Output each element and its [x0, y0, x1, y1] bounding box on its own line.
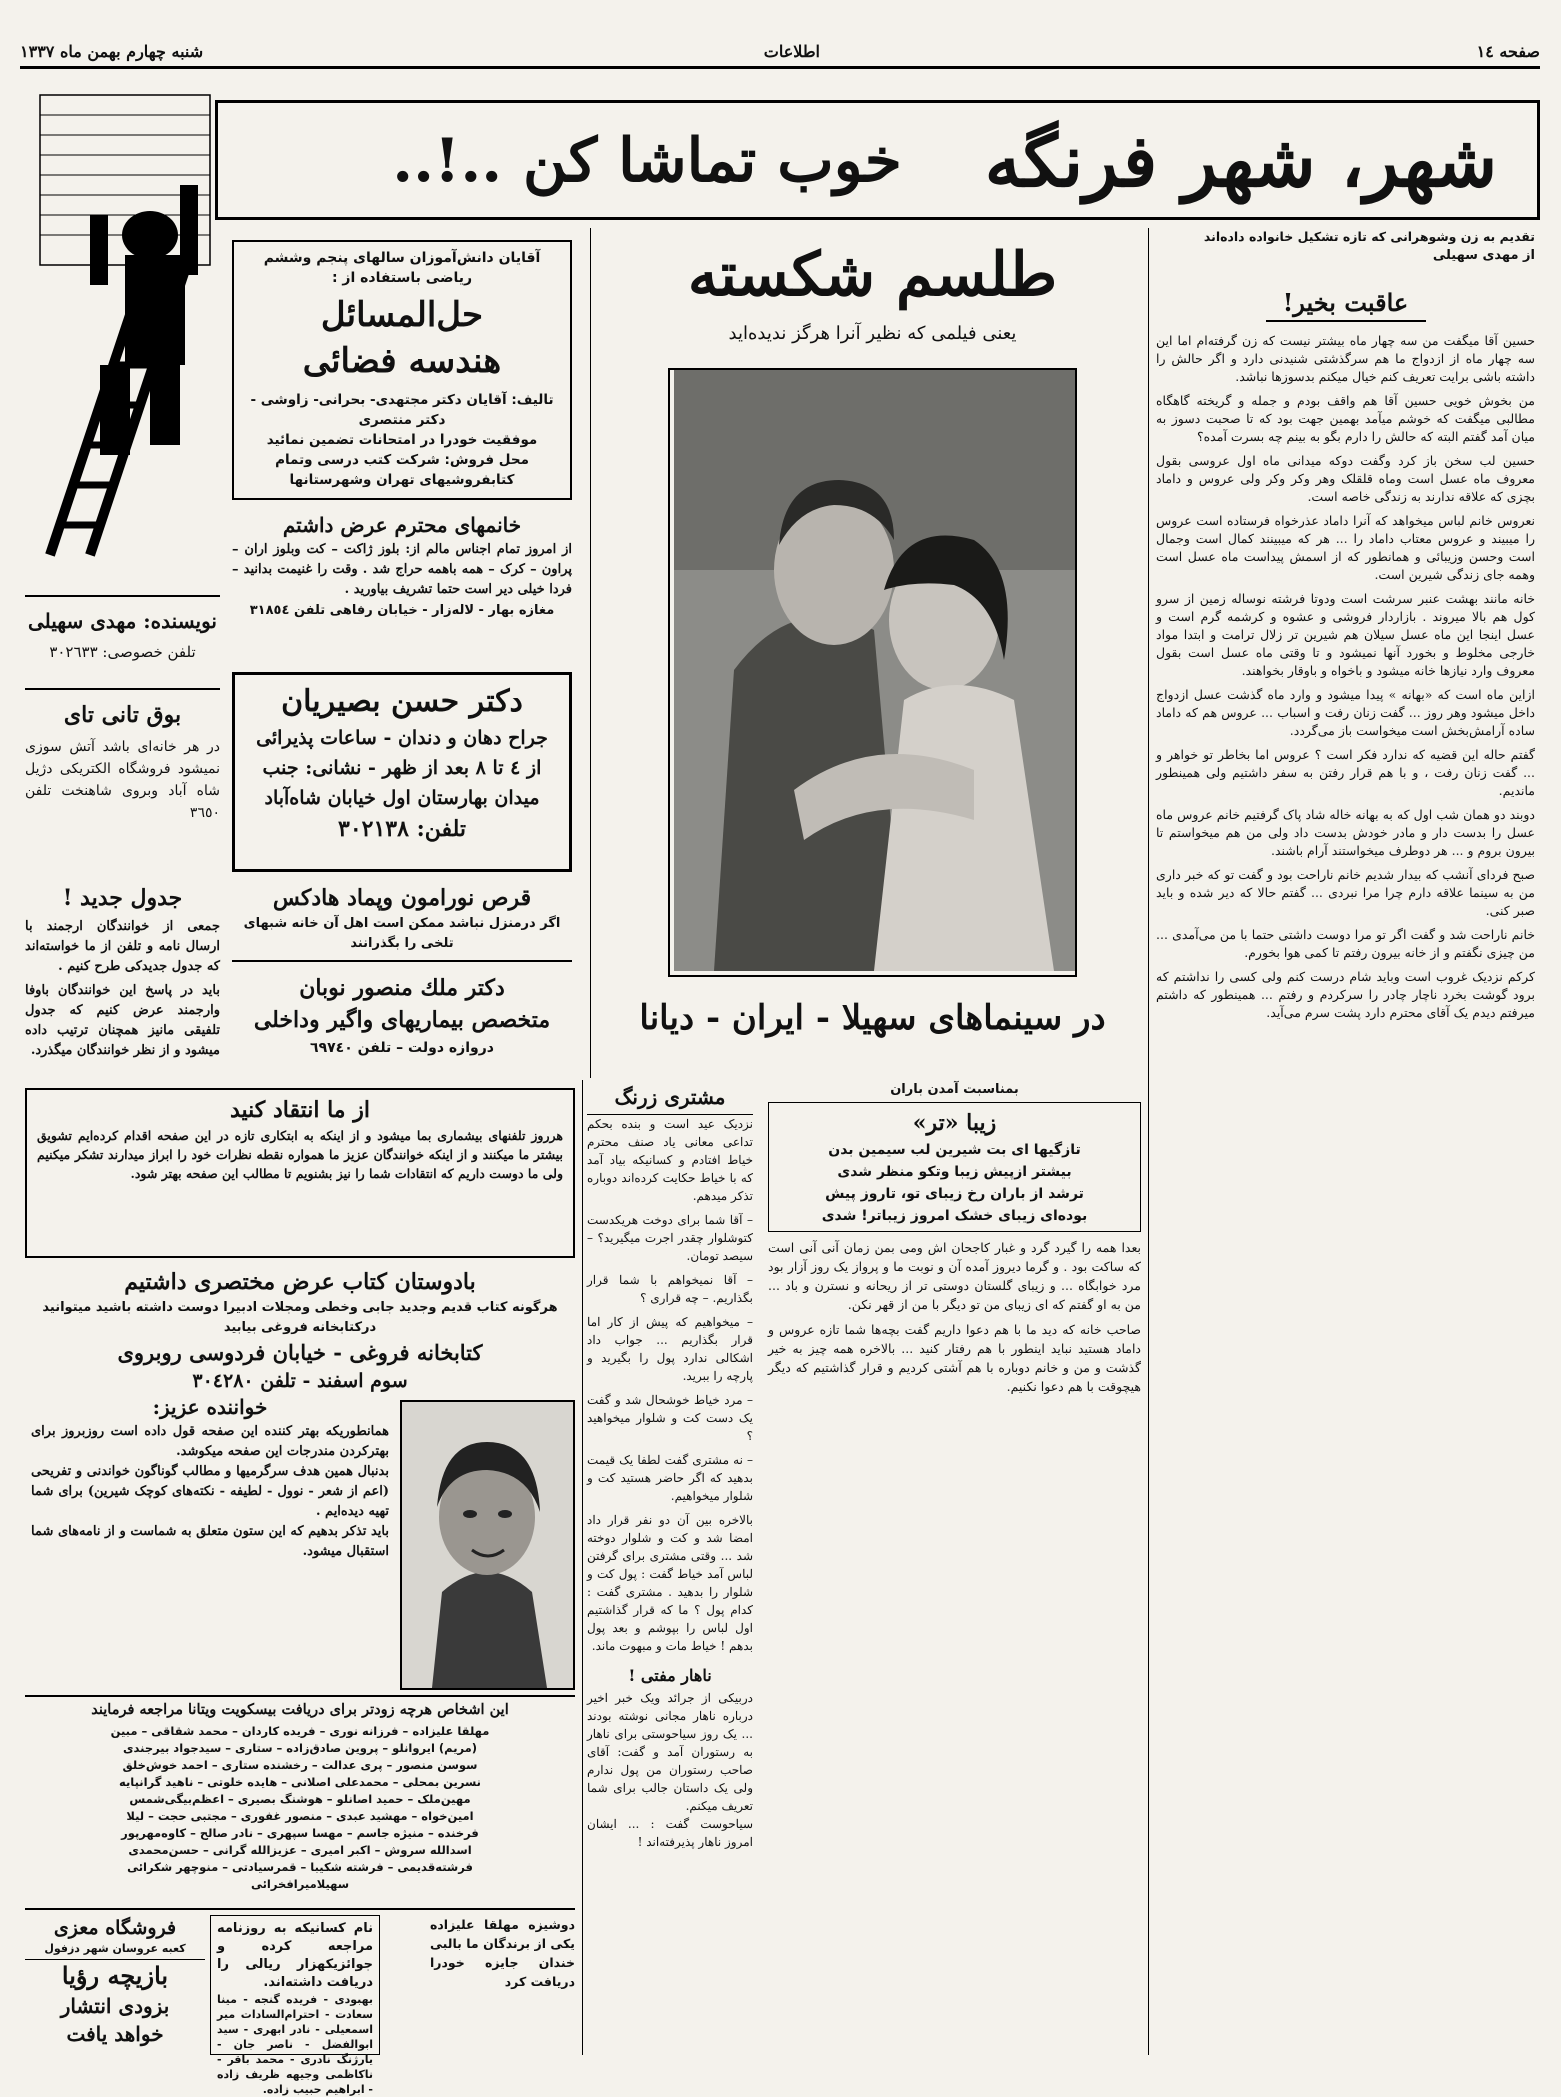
dentist-ad	[232, 672, 572, 872]
bookshop-line-1: بادوستان کتاب عرض مختصری داشتیم	[124, 1269, 476, 1295]
winner-row: (مریم) ایروانلو – پروین صادق‌زاده – ستاری – سیدجواد بیرجندی	[122, 1741, 478, 1755]
zibatar-title: زیبا «تر»	[912, 1110, 997, 1136]
paper-name: اطلاعات	[763, 42, 820, 61]
winners-box	[25, 1695, 575, 1910]
names-list-title: نام کسانیکه به روزنامه مراجعه کرده و جوائزیکهزار ریالی را دریافت داشته‌اند.	[217, 1921, 373, 1990]
masthead-banner	[215, 100, 1540, 220]
banner-slogan: خوب تماشا کن ..!..	[392, 126, 902, 196]
column-rule-2	[590, 228, 591, 1078]
pills-title: قرص نورامون وپماد هادکس	[272, 885, 532, 911]
paragraph: نزدیک عید است و بنده بحکم تداعی معانی یاد صنف محترم خیاط افتادم و کسانیکه بیاد آمد که با خیاط حکایت کرده‌اند دوباره تذکر میدهم.	[587, 1117, 753, 1203]
paragraph: حسین آقا میگفت من سه چهار ماه بیشتر نیست که زن گرفته‌ام اما این سه چهار ماه از ازدواج ما هم سرگذشتی شنیدنی دارد و اگر حالش را داشته باشی برایت تعریف کنم خیال میکنم بدسوزها نباشد.	[1156, 333, 1535, 384]
paragraph: خانه مانند بهشت عنبر سرشت است ودوتا فرشته نوساله زمین از سرو کول هم بالا میروند . بازاردار فروشی و عشوه و کرشمه گرم است و عسل اینجا این ماه عسل سیلان هم شیرین تر زلال ترامت و ابتدا مواد خارجی مخلوط و بخورد آنها نمیشود و تا وقتی ماه عسل است بقول معروف وارد نیازها خانه میشود و باخواه و باوقار بخواهند.	[1156, 591, 1535, 678]
winner-row: سهیلامیرافخرائی	[250, 1877, 350, 1891]
bookshop-line-2: هرگونه کتاب قدیم وجدید جابی وخطی ومجلات ادبیرا دوست داشته باشید میتوانید درکتابخانه فروغی بیابید	[42, 1300, 558, 1335]
hallol-authors: تالیف: آقایان دکتر مجتهدی- بحرانی- زاوشی - دکتر منتصری	[250, 392, 554, 428]
winners-title: این اشخاص هرچه زودتر برای دریافت بیسکویت ویتانا مراجعه فرمایند	[91, 1701, 509, 1718]
aqebat-paragraphs-2	[1156, 746, 1535, 962]
enteqad-box	[25, 1088, 575, 1258]
nahar-text: دربیکی از جرائد ویک خبر اخیر درباره ناهار مجانی نوشته بودند ... یک روز سیاحوستی برای ناهار به رستوران آمد و گفت: آقای صاحب رستوران من پول ندارم ولی یک داستان جالب برای شما تعریف میکنم.	[587, 1691, 753, 1813]
winner-row: اسدالله سروش – اکبر امیری – عزیزالله گرانی – حسن‌محمدی	[128, 1843, 472, 1857]
dentist-phone: تلفن: ٣٠٢١٣٨	[338, 816, 466, 842]
bookshop-line-3: کتابخانه فروغی - خیابان فردوسی روبروی	[117, 1340, 483, 1365]
winner-row: سوسن منصور – پری عدالت – رخشنده ستاری – احمد خوش‌خلق	[122, 1758, 478, 1772]
khanoumha-ad	[232, 510, 572, 665]
girl-caption-text: دوشیزه مهلقا علیزاده یکی از برندگان ما بالبی خندان جایزه خودرا دریافت کرد	[430, 1917, 575, 1989]
pills-ad	[232, 882, 572, 962]
byline-box	[25, 595, 220, 690]
dentist-hours: از ٤ تا ٨ بعد از ظهر - نشانی: جنب	[262, 757, 542, 779]
bazicheh-title-3: خواهد یافت	[66, 2022, 164, 2046]
tantai-title: بوق تانی تای	[63, 702, 182, 728]
zibatar-body: بعدا همه را گیرد گرد و غبار کاجحان اش ومی بمن زمان آنی آنی است که ساکت بود . و گرما دیروز آمده آن و نوبت ما و پرواز یک روز آزار بود مرد خوابگاه ... و زیبای گلستان دوستی تر از ریحانه و نسترن و باد ... من به او گفتم که ای زیبای من تو دیگر با من از قهر نکن.	[768, 1240, 1141, 1312]
winner-row: فرشته‌قدیمی – فرشته شکیبا – قمرسیادتی – منوچهر شکرائی	[127, 1860, 473, 1874]
bazicheh-ad	[25, 1960, 205, 2055]
hallol-title-1: حل‌المسائل	[320, 295, 484, 335]
jadval-text: جمعی از خوانندگان ارجمند با ارسال نامه و تلفن از ما خواسته‌اند که جدول جدیدکی طرح کنیم .	[25, 919, 220, 974]
khanoumha-text: از امروز تمام اجناس مالم از: بلوز ژاکت – کت وبلوز اران – پراون – کرک – همه باهمه حراج شد . وقت را غنیمت بدانید – فردا خیلی دیر است حتما تشریف بیاورید .	[232, 542, 572, 597]
moshtari-title: مشتری زرنگ	[587, 1080, 753, 1115]
paragraph: خانم ناراحت شد و گفت اگر تو مرا دوست داشتی حتما با من می‌آمدی ... من چیزی نگفتم و از خانه بیرون رفتم تا کمی هوا بخورم.	[1156, 927, 1535, 960]
byline-author: نویسنده: مهدی سهیلی	[27, 609, 217, 633]
paragraph: – آقا شما برای دوخت هریکدست کتوشلوار چقدر اجرت میگیرید؟ – سیصد تومان.	[587, 1213, 753, 1263]
paragraph: صبح فردای آنشب که بیدار شدیم خانم ناراحت بود و گفت تو که خبر داری من به سینما علاقه دارم چرا مرا نبردی ... گفتم حالا که دیر شده و باید صبر کنی.	[1156, 867, 1535, 918]
column-rule-1	[1148, 228, 1149, 2055]
reader-text-2: بدنبال همین هدف سرگرمیها و مطالب گوناگون خواندنی و تفریحی (اعم از شعر - نوول - لطیفه - نکته‌های کوچک شیرین) برای شما تهیه دیده‌ایم .	[31, 1464, 389, 1519]
zibatar-poem-box	[768, 1102, 1141, 1232]
dentist-address: میدان بهارستان اول خیابان شاه‌آباد	[264, 787, 540, 809]
doctor2-specialty: متخصص بیماریهای واگیر وداخلی	[253, 1007, 551, 1033]
aqebat-paragraphs	[1156, 332, 1535, 740]
paragraph: حسین لب سخن باز کرد وگفت دوکه میدانی ماه اول عروسی بقول معروف ماه عسل است وماه قلقلک وهر وکر وکر ولی عروس و داماد بچزی که علاقه ندارند به زندگی خاصه است.	[1156, 453, 1535, 504]
film-subtitle: یعنی فیلمی که نظیر آنرا هرگز ندیده‌اید	[728, 323, 1017, 344]
aqebat-from: از مهدی سهیلی	[1432, 248, 1535, 263]
banner-logo: شهر، شهر فرنگه	[984, 118, 1498, 203]
doctor2-address: دروازه دولت – تلفن ٦٩٧٤٠	[310, 1040, 494, 1056]
khanoumha-title: خانمهای محترم عرض داشتم	[282, 513, 522, 537]
reader-notice	[25, 1392, 395, 1687]
enteqad-title: از ما انتقاد کنید	[229, 1097, 370, 1123]
hallol-audience: آقایان دانش‌آموزان سالهای پنجم وششم ریاضی باستفاده از :	[263, 250, 541, 286]
pills-text: اگر درمنزل نباشد ممکن است اهل آن خانه شبهای تلخی را بگذرانند	[243, 916, 561, 951]
film-title: طلسم شکسته	[687, 240, 1058, 310]
dentist-title: جراح دهان و دندان - ساعات پذیرائی	[256, 727, 548, 749]
winner-row: مهلقا علیزاده – فرزانه نوری – فریده کاردان – محمد شقاقی – مبین	[110, 1724, 490, 1738]
aqebat-title: عاقبت بخیر!	[1282, 288, 1409, 317]
hallol-ad	[232, 240, 572, 500]
winner-row: نسرین بمحلی – محمدعلی اصلانی – هایده خلوتی – ناهید گرانپایه	[119, 1775, 481, 1789]
page-number: صفحه ١٤	[1476, 42, 1540, 61]
aqebat-title-box	[1266, 286, 1426, 322]
aqebat-continued: صاحب خانه که دید ما با هم دعوا داریم گفت بچه‌ها شما تازه عروس و داماد هستید نباید اینطور با هم رفتار کنید ... بالاخره همه چیز به خیر گذشت و من و خانم دوباره با هم آشتی کردیم و قرار گذاشتیم که دیگر هیچوقت با هم دعوا نکنیم.	[768, 1322, 1141, 1394]
reader-text: همانطوریکه بهتر کننده این صفحه قول داده است روزبروز برای بهترکردن مندرجات این صفحه میکوشد.	[31, 1424, 389, 1459]
names-list-text: بهبودی - فریده گنجه - مینا سعادت - احترام‌السادات میر اسمعیلی - نادر ابهری - سید ابوالفضل - ناصر جان - یارژنگ نادری - محمد باقر - ناکاظمی وجیهه ظریف زاده - ابراهیم حبیب زاده.	[217, 1993, 373, 2096]
paragraph: دوبند دو همان شب اول که به بهانه خاله شاد پاک گرفتیم خانم عروس ماه عسل را بدست دار و مادر خودش بدست داد ولی من هم میخواستم تا بیرون بروم و ... هر دوطرف میخواستند آرام باشند.	[1156, 807, 1535, 858]
paragraph: ازاین ماه است که «بهانه » پیدا میشود و وارد ماه گذشت عسل ازدواج داخل میشود وهر روز ... گفت زنان رفت و اسباب ... عروس هم که داماد ساده آرامش‌بخش است میخواست باز می‌گردد.	[1156, 687, 1535, 738]
girl-photo	[400, 1400, 575, 1690]
enteqad-text: هرروز تلفنهای بیشماری بما میشود و از اینکه به ابتکاری تازه در این صفحه اقدام کرده‌ایم تشویق بیشتر ما میکنند و از اینکه خوانندگان عزیز ما همواره نقطه نظرات خود را ابراز میدارند تشکر میکنیم ولی ما دوست داریم که انتقادات شما را نیز بشنویم تا مطالب این صفحه بهتر شود.	[37, 1128, 563, 1181]
page-header	[20, 42, 1540, 66]
jadval-text-2: باید در پاسخ این خوانندگان باوفا وارجمند عرض کنیم که جدول تلفیقی مانیز همچنان ترتیب داده میشود و از نظر خوانندگان میگذرد.	[25, 983, 220, 1058]
hallol-title-2: هندسه فضائی	[302, 341, 502, 381]
zibatar-column	[762, 1080, 1147, 2055]
reader-text-3: باید تذکر بدهیم که این ستون متعلق به شماست و از نامه‌های شما استقبال میشود.	[31, 1524, 389, 1559]
film-still	[668, 368, 1077, 977]
winners-list	[25, 1723, 575, 1893]
dentist-name: دکتر حسن بصیریان	[281, 684, 523, 719]
zibatar-verse-4: بوده‌ای زیبای خشک امروز زیباتر! شدی	[821, 1208, 1088, 1224]
jadval-notice	[25, 885, 220, 1090]
film-ad	[595, 230, 1150, 1075]
bazicheh-title-1: بازیچه رؤیا	[61, 1961, 169, 1990]
store-name: فروشگاه معزی	[53, 1917, 177, 1939]
zibatar-verse-2: بیشتر ازپیش زیبا وتکو منظر شدی	[837, 1164, 1072, 1180]
byline-phone: تلفن خصوصی: ٣٠٢٦٣٣	[49, 643, 196, 661]
header-rule	[20, 66, 1540, 69]
moshtari-more: بالاخره بین آن دو نفر قرار داد امضا شد و کت و شلوار دوخته شد ... وقتی مشتری برای گرفتن لباس آمد خیاط گفت : پول کت و شلوار را بدهید . مشتری گفت : کدام پول ؟ ما که قرار گذاشتیم اول لباس را بپوشم و بعد پول بدهم ! خیاط مات و مبهوت ماند.	[587, 1513, 753, 1653]
paragraph: نعروس خانم لباس میخواهد که آنرا داماد عذرخواه فرستاده است عروس را میبیند و عروس معتاب داماد را ... هر که میبینند کمال است وجمال است وحسن وزیبائی و همانطور که از اسمش پیداست ماه عسل است وهمه جای زندگی شیرین است.	[1156, 513, 1535, 582]
zibatar-occasion: بمناسبت آمدن باران	[890, 1082, 1019, 1097]
winner-row: امین‌خواه – مهشید عبدی – منصور غفوری – مجتبی حجت – لیلا	[126, 1809, 474, 1823]
khanoumha-address: مغازه بهار - لاله‌زار - خیابان رفاهی تلفن ٣١٨٥٤	[249, 603, 555, 618]
reader-title: خواننده عزیز:	[152, 1395, 268, 1419]
aqebat-column	[1152, 228, 1540, 2055]
film-cinemas: در سینماهای سهیلا - ایران - دیانا	[639, 998, 1106, 1038]
paragraph: – آقا نمیخواهم با شما قرار بگذاریم. – چه قراری ؟	[587, 1273, 753, 1305]
bazicheh-title-2: بزودی انتشار	[60, 1994, 170, 2018]
bookshop-line-4: سوم اسفند - تلفن ٣٠٤٢٨٠	[192, 1370, 408, 1392]
issue-date: شنبه چهارم بهمن ماه ۱۳۳۷	[20, 42, 204, 61]
doctor2-ad	[232, 972, 572, 1077]
paragraph: من بخوش خویی حسین آقا هم واقف بودم و جمله و گریخته گاهگاه مطالبی میگفت که خوشم میآمد بهمین جهت بود که تا صحبت دسوز به میان آمد گفتم البته که حالش را دارم بگو به بینم چه بسرت آمده؟	[1156, 393, 1535, 444]
paragraph: – مرد خیاط خوشحال شد و گفت یک دست کت و شلوار میخواهید ؟	[587, 1393, 753, 1443]
moshtari-paragraphs	[587, 1115, 753, 1505]
winner-row: فرخنده – منیژه جاسم – مهسا سپهری – نادر صالح – کاوه‌مهرپور	[121, 1826, 479, 1840]
zibatar-verse-1: تازگیها ای بت شیرین لب سیمین بدن	[828, 1142, 1081, 1158]
tantai-text: در هر خانه‌ای باشد آتش سوزی نمیشود فروشگاه الکتریکی دژیل شاه آباد وبروی شاهنخت تلفن ٣٦٥٠	[25, 739, 220, 821]
girl-caption	[430, 1915, 575, 2055]
bookshop-ad	[25, 1266, 575, 1392]
ladder-illustration	[30, 95, 230, 565]
aqebat-dedication: تقدیم به زن وشوهرانی که تازه تشکیل خانواده داده‌اند	[1203, 229, 1535, 244]
store-address: کعبه عروسان شهر دزفول	[44, 1942, 186, 1955]
hallol-guarantee: موفقیت خودرا در امتحانات تضمین نمائید	[266, 432, 538, 448]
aqebat-ending: کرکم نزدیک غروب است وباید شام درست کنم ولی کسی را نداشتم که برود گوشت بخرد ناچار چادر را سرکردم و رفتم ... همینطور که داشتم میرفتم دیدم یک آقای محترم دارد پشت سرم می‌آید.	[1156, 969, 1535, 1020]
tantai-ad	[25, 702, 220, 877]
store-ad	[25, 1915, 205, 1960]
ladder-man-drawing	[30, 95, 230, 565]
winner-row: مهین‌ملک – حمید اصانلو – هوشنگ بصیری – اعظم‌بیگی‌شمس	[129, 1792, 471, 1806]
names-list-box	[210, 1915, 380, 2096]
paragraph: گفتم حاله این قضیه که ندارد فکر است ؟ عروس اما بخاطر تو خواهر و ... گفت زنان رفت ، و با هم قرار رفتن به سفر داشتیم ولی همینطور ماندیم.	[1156, 747, 1535, 798]
paragraph: – میخواهیم که پیش از کار اما قرار بگذاریم ... جواب داد اشکالی ندارد پول را بگیرید و پارچه را ببرید.	[587, 1315, 753, 1383]
film-still-image	[674, 370, 1075, 971]
zibatar-verse-3: ترشد از باران رخ زیبای تو، تاروز پیش	[825, 1186, 1084, 1202]
hallol-sale: محل فروش: شرکت کتب درسی وتمام کتابفروشیهای تهران وشهرستانها	[275, 452, 529, 488]
nahar-title: ناهار مفتی !	[628, 1666, 712, 1685]
moshtari-column	[582, 1080, 757, 2055]
nahar-text-2: سیاحوست گفت : ... ایشان امروز ناهار پذیرفته‌اند !	[587, 1817, 753, 1849]
doctor2-name: دکتر ملك منصور نوبان	[299, 975, 505, 1001]
girl-portrait	[402, 1402, 573, 1688]
paragraph: – نه مشتری گفت لطفا یک قیمت بدهید که اگر حاضر هستید کت و شلوار میخواهیم.	[587, 1453, 753, 1503]
jadval-title: جدول جدید !	[62, 885, 183, 911]
